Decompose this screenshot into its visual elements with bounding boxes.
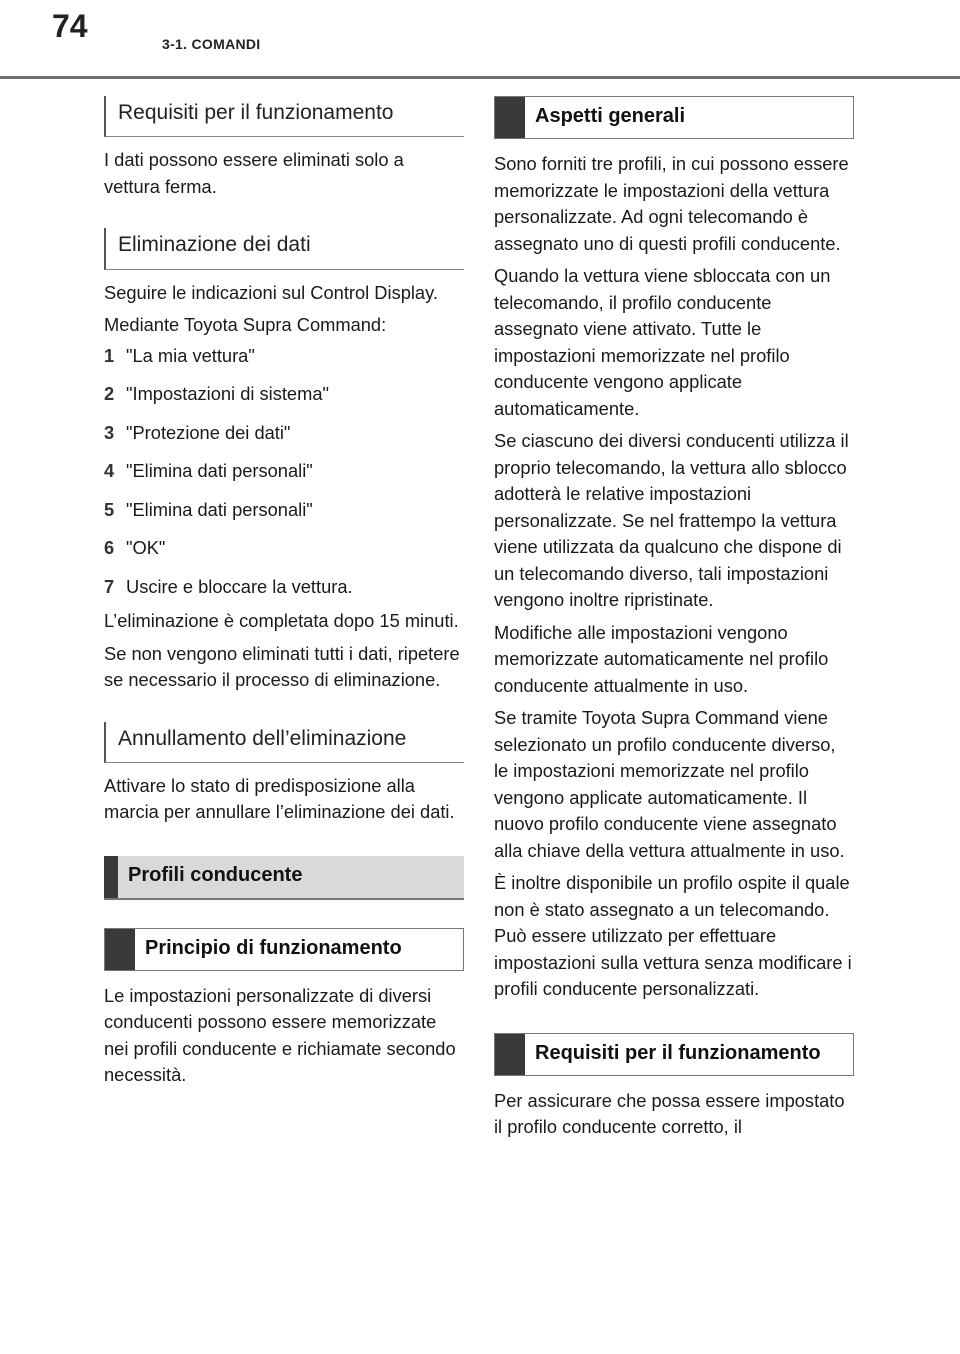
list-item <box>104 381 464 408</box>
heading-bar <box>104 856 118 898</box>
heading-bar <box>105 929 135 970</box>
steps-list <box>104 343 464 601</box>
list-item <box>104 535 464 562</box>
step-number: 2 <box>104 383 115 404</box>
left-column <box>104 96 464 1089</box>
step-text: "La mia vettura" <box>126 344 255 366</box>
step-number: 6 <box>104 537 115 558</box>
list-item <box>104 458 464 485</box>
requisiti-2-title: Requisiti per il funzionamento <box>535 1041 821 1064</box>
list-item <box>104 497 464 524</box>
right-column <box>494 96 854 1141</box>
page-header <box>0 0 960 80</box>
section-heading-principio <box>104 928 464 971</box>
principio-text: Le impostazioni personalizzate di diversi conducenti possono essere memorizzate nei profili conducente e richiamate secondo necessità. <box>104 984 456 1086</box>
heading-bar <box>495 97 525 138</box>
step-text: "Impostazioni di sistema" <box>126 383 329 404</box>
list-item <box>104 574 464 601</box>
aspetti-title: Aspetti generali <box>535 105 686 127</box>
step-text: "Elimina dati personali" <box>126 460 313 481</box>
page-number: 74 <box>52 8 88 44</box>
section-heading-requisiti: Requisiti per il funzionamento <box>104 96 464 137</box>
requisiti-text: I dati possono essere eliminati solo a vettura ferma. <box>104 149 404 197</box>
step-text: "OK" <box>126 537 166 558</box>
header-divider <box>0 76 960 79</box>
principio-title: Principio di funzionamento <box>145 936 402 959</box>
paragraph: Modifiche alle impostazioni vengono memorizzate automaticamente nel profilo conducente attualmente in uso. <box>494 621 829 696</box>
chapter-title: 3-1. COMANDI <box>162 36 261 52</box>
eliminazione-completata: L’eliminazione è completata dopo 15 minuti. <box>104 610 459 631</box>
eliminazione-command: Mediante Toyota Supra Command: <box>104 314 387 335</box>
heading-bar <box>495 1034 525 1075</box>
step-number: 5 <box>104 498 115 520</box>
paragraph: È inoltre disponibile un profilo ospite il quale non è stato assegnato a un telecomando. Può essere utilizzato per effettuare impostazioni sulla vettura senza modificare i profili conducente personalizzati. <box>494 872 852 999</box>
paragraph: Se tramite Toyota Supra Command viene selezionato un profilo conducente diverso, le impostazioni memorizzate nel profilo vengono applicate automaticamente. Il nuovo profilo conducente viene assegnato alla chiave della vettura attualmente in uso. <box>494 707 845 861</box>
step-text: "Elimina dati personali" <box>126 498 313 520</box>
profili-title: Profili conducente <box>128 863 303 886</box>
step-text: "Protezione dei dati" <box>126 421 291 443</box>
step-number: 4 <box>104 460 115 481</box>
step-number: 3 <box>104 421 115 443</box>
step-text: Uscire e bloccare la vettura. <box>126 575 353 597</box>
list-item <box>104 420 464 447</box>
paragraph: Quando la vettura viene sbloccata con un telecomando, il profilo conducente assegnato viene attivato. Tutte le impostazioni memorizzate nel profilo conducente vengono applicate automaticamente. <box>494 265 831 419</box>
paragraph: Sono forniti tre profili, in cui possono essere memorizzate le impostazioni della vettura personalizzate. Ad ogni telecomando è assegnato uno di questi profili conducente. <box>494 153 849 254</box>
eliminazione-intro: Seguire le indicazioni sul Control Display. <box>104 281 438 303</box>
section-heading-eliminazione: Eliminazione dei dati <box>104 228 464 269</box>
annullamento-text: Attivare lo stato di predisposizione alla marcia per annullare l’eliminazione dei dati. <box>104 774 455 823</box>
section-heading-annullamento: Annullamento dell’eliminazione <box>104 722 464 763</box>
step-number: 1 <box>104 344 115 366</box>
list-item <box>104 343 464 370</box>
section-heading-profili <box>104 856 464 900</box>
step-number: 7 <box>104 575 115 597</box>
eliminazione-ripetere: Se non vengono eliminati tutti i dati, ripetere se necessario il processo di eliminazione. <box>104 642 460 690</box>
requisiti-2-text: Per assicurare che possa essere impostato il profilo conducente corretto, il <box>494 1089 845 1137</box>
section-heading-aspetti <box>494 96 854 139</box>
paragraph: Se ciascuno dei diversi conducenti utilizza il proprio telecomando, la vettura allo sblocco adotterà le relative impostazioni personalizzate. Se nel frattempo la vettura viene utilizzata da qualcuno che dispone di un telecomando diverso, tali impostazioni vengono inoltre ripristinate. <box>494 430 849 610</box>
section-heading-requisiti-2 <box>494 1033 854 1076</box>
